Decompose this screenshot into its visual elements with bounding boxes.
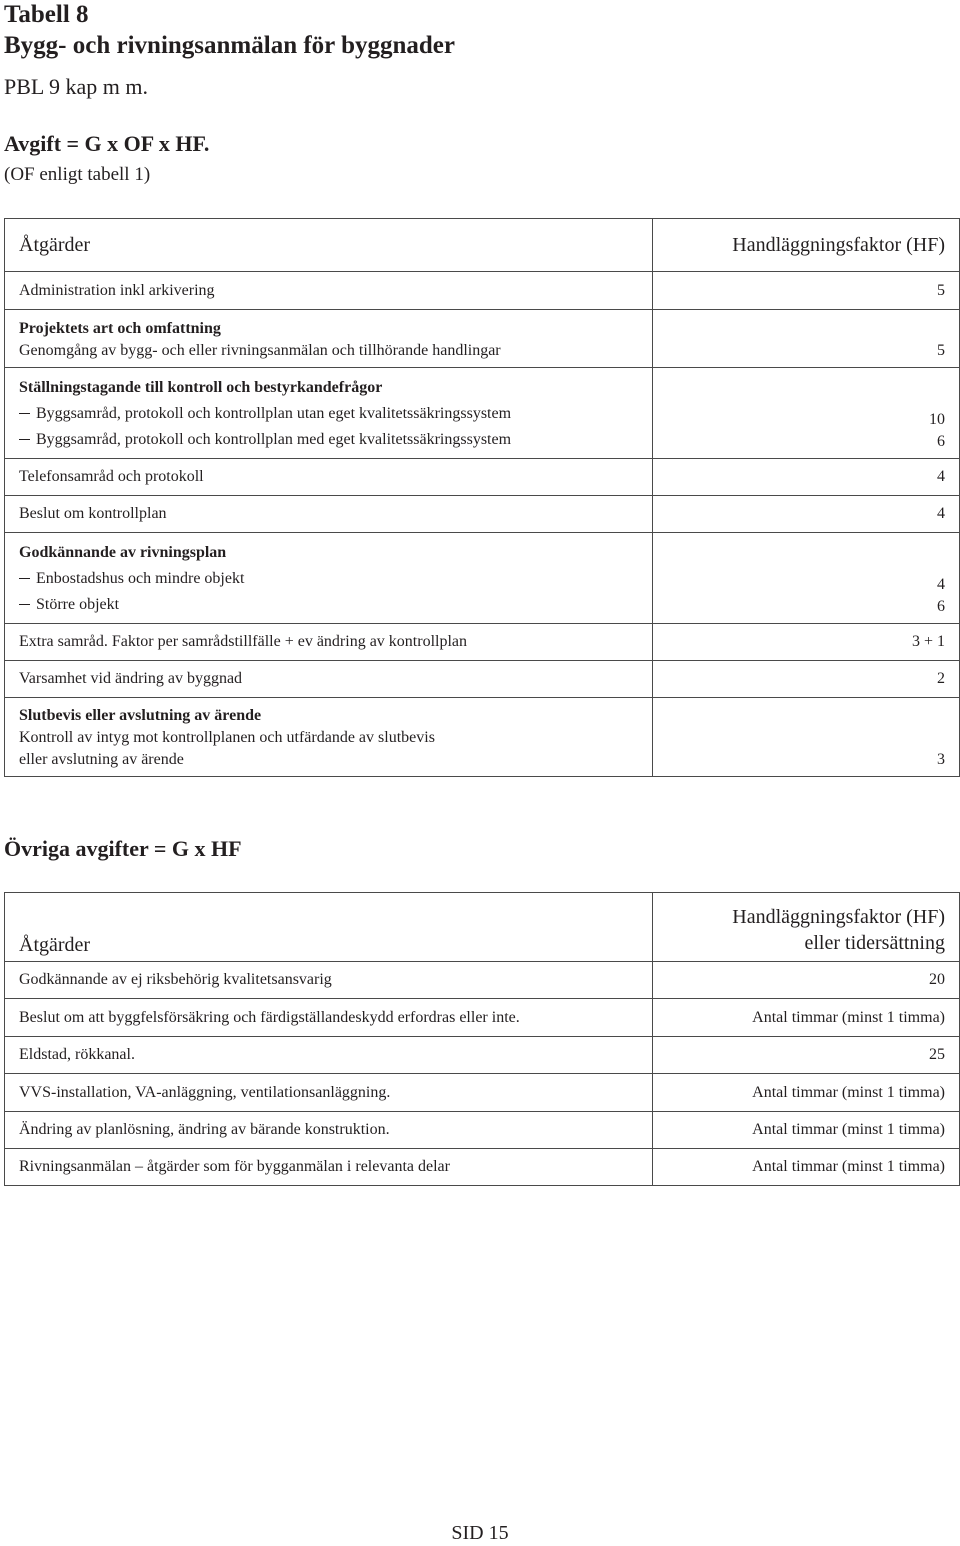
- table-row: [5, 368, 960, 459]
- row-value: 3 + 1: [653, 624, 960, 661]
- dash-icon: [19, 578, 30, 579]
- dash-icon: [19, 604, 30, 605]
- row-value: 6: [937, 598, 945, 615]
- table-subtitle: Bygg- och rivningsanmälan för byggnader: [4, 32, 455, 59]
- row-value: 4: [653, 496, 960, 533]
- table-row: [5, 962, 960, 999]
- row-value: 4: [937, 576, 945, 593]
- table-row: [5, 661, 960, 698]
- row-label: Telefonsamråd och protokoll: [5, 459, 653, 496]
- row-label: Beslut om att byggfelsförsäkring och färdigställandeskydd erfordras eller inte.: [5, 999, 653, 1037]
- row-value: Antal timmar (minst 1 timma): [653, 1074, 960, 1112]
- row-value-cell: [653, 533, 960, 624]
- row-label: Ändring av planlösning, ändring av bärande konstruktion.: [5, 1112, 653, 1149]
- row-heading: Slutbevis eller avslutning av ärende: [19, 707, 262, 724]
- table-header-row: [5, 219, 960, 272]
- row-label-cell: [5, 533, 653, 624]
- row-value: 6: [937, 433, 945, 450]
- table-row: [5, 1149, 960, 1186]
- row-value: 3: [653, 698, 960, 777]
- law-reference: PBL 9 kap m m.: [4, 74, 149, 99]
- table-row: [5, 272, 960, 310]
- table-row: [5, 310, 960, 368]
- row-label: VVS-installation, VA-anläggning, ventilationsanläggning.: [5, 1074, 653, 1112]
- table-row: [5, 1112, 960, 1149]
- list-item: Större objekt: [19, 592, 638, 618]
- list-item: Byggsamråd, protokoll och kontrollplan utan eget kvalitetssäkringssystem: [19, 401, 638, 427]
- row-value: Antal timmar (minst 1 timma): [653, 1149, 960, 1186]
- row-value: 5: [653, 272, 960, 310]
- table-header-row: [5, 893, 960, 962]
- table-row: [5, 1074, 960, 1112]
- row-heading: Ställningstagande till kontroll och bestyrkandefrågor: [19, 379, 383, 396]
- table-row: [5, 1037, 960, 1074]
- row-value: 5: [653, 310, 960, 368]
- fee-table: [4, 218, 960, 777]
- table-row: [5, 496, 960, 533]
- row-value: 25: [653, 1037, 960, 1074]
- row-label: Extra samråd. Faktor per samrådstillfälle + ev ändring av kontrollplan: [5, 624, 653, 661]
- row-label: Godkännande av ej riksbehörig kvalitetsansvarig: [5, 962, 653, 999]
- of-note: (OF enligt tabell 1): [4, 164, 151, 185]
- row-heading: Godkännande av rivningsplan: [19, 544, 227, 561]
- fee-formula: Avgift = G x OF x HF.: [4, 131, 210, 156]
- table-row: [5, 533, 960, 624]
- row-heading: Projektets art och omfattning: [19, 320, 221, 337]
- row-label-cell: [5, 698, 653, 777]
- col-header-line: Handläggningsfaktor (HF): [732, 906, 945, 928]
- col-header-factor: [653, 893, 960, 962]
- row-label: Eldstad, rökkanal.: [5, 1037, 653, 1074]
- row-value: Antal timmar (minst 1 timma): [653, 1112, 960, 1149]
- other-fees-title: Övriga avgifter = G x HF: [4, 836, 242, 861]
- row-label: Beslut om kontrollplan: [5, 496, 653, 533]
- row-label: eller avslutning av ärende: [19, 751, 184, 768]
- table-row: [5, 459, 960, 496]
- row-label: Varsamhet vid ändring av byggnad: [5, 661, 653, 698]
- row-label-cell: [5, 368, 653, 459]
- row-value: 20: [653, 962, 960, 999]
- col-header-line: eller tidersättning: [804, 932, 945, 954]
- row-value: Antal timmar (minst 1 timma): [653, 999, 960, 1037]
- row-label: Genomgång av bygg- och eller rivningsanmälan och tillhörande handlingar: [19, 342, 501, 359]
- other-fees-table: [4, 892, 960, 1186]
- list-item: Enbostadshus och mindre objekt: [19, 566, 638, 592]
- row-label: Administration inkl arkivering: [5, 272, 653, 310]
- row-value-cell: [653, 368, 960, 459]
- table-row: [5, 999, 960, 1037]
- page-number: SID 15: [451, 1522, 509, 1544]
- dash-icon: [19, 439, 30, 440]
- row-value: 2: [653, 661, 960, 698]
- row-value: 10: [929, 411, 945, 428]
- dash-icon: [19, 413, 30, 414]
- table-title: Tabell 8: [4, 1, 89, 28]
- table-row: [5, 698, 960, 777]
- row-label: Rivningsanmälan – åtgärder som för bygganmälan i relevanta delar: [5, 1149, 653, 1186]
- col-header-factor: Handläggningsfaktor (HF): [653, 219, 960, 272]
- row-label-cell: [5, 310, 653, 368]
- row-value: 4: [653, 459, 960, 496]
- row-label: Kontroll av intyg mot kontrollplanen och utfärdande av slutbevis: [19, 729, 435, 746]
- col-header-actions: Åtgärder: [5, 893, 653, 962]
- col-header-actions: Åtgärder: [5, 219, 653, 272]
- table-row: [5, 624, 960, 661]
- list-item: Byggsamråd, protokoll och kontrollplan med eget kvalitetssäkringssystem: [19, 427, 638, 453]
